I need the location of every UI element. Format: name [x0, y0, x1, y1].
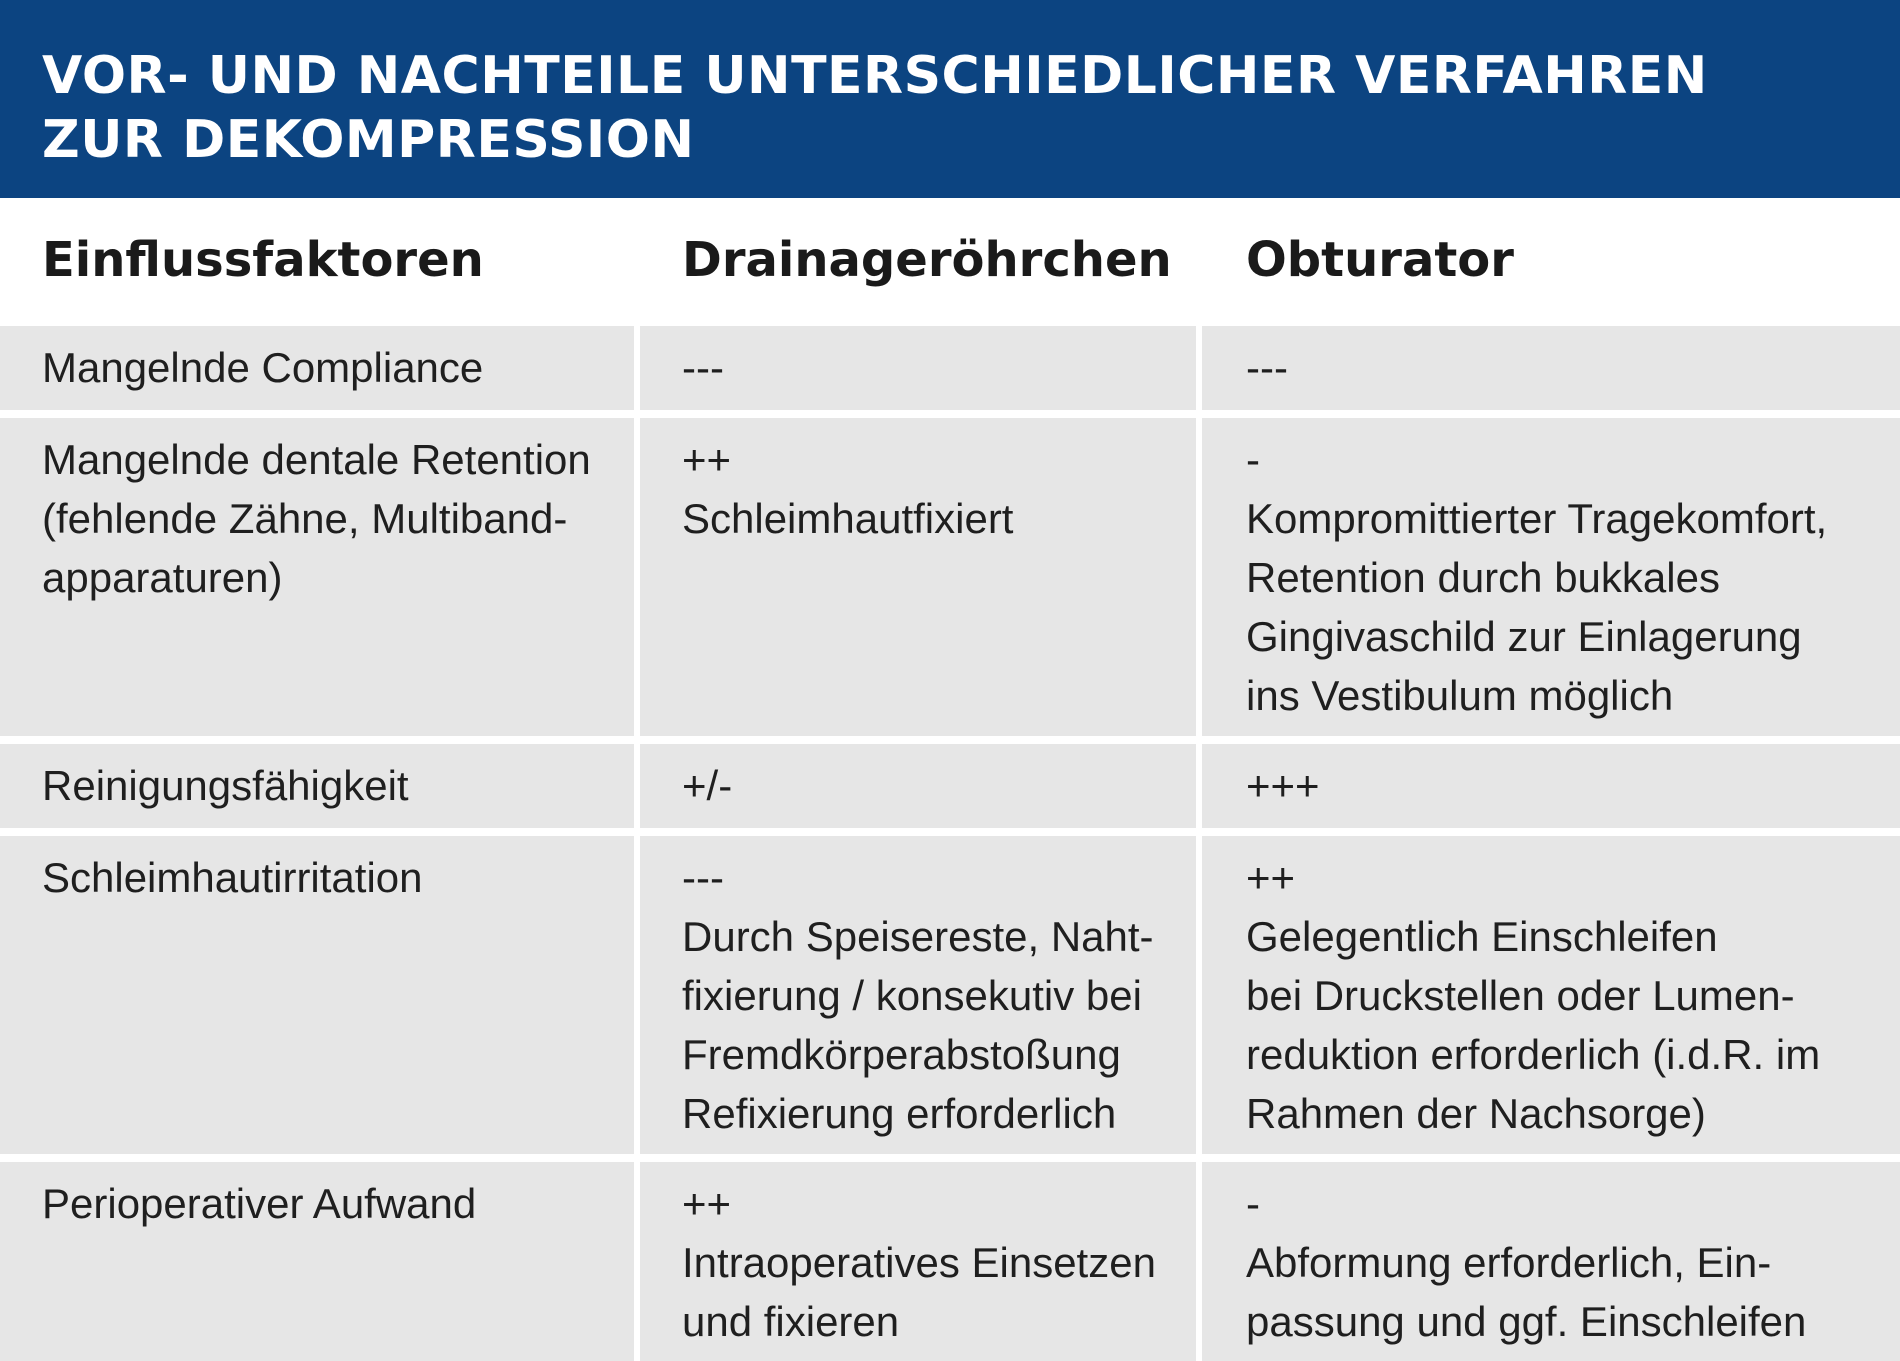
column-header-drainage: Drainageröhrchen: [682, 232, 1172, 288]
table-title: VOR- UND NACHTEILE UNTERSCHIEDLICHER VERFAHREN ZUR DEKOMPRESSION: [42, 46, 1708, 170]
column-header-obturator: Obturator: [1246, 232, 1514, 288]
column-divider: [634, 418, 640, 736]
factor-cell: Mangelnde dentale Retention (fehlende Zähne, Multiband- apparaturen): [42, 436, 591, 601]
table-row: [0, 418, 1900, 736]
column-divider: [634, 836, 640, 1154]
obturator-cell: +++: [1246, 762, 1320, 809]
table-title-banner: [0, 0, 1900, 198]
table-row: [0, 1162, 1900, 1361]
drainage-cell: ---: [682, 344, 724, 391]
factor-cell: Reinigungsfähigkeit: [42, 762, 409, 809]
table-row: [0, 326, 1900, 410]
drainage-cell: +/-: [682, 762, 733, 809]
column-divider: [1196, 836, 1202, 1154]
factor-cell: Schleimhautirritation: [42, 854, 423, 901]
column-divider: [634, 326, 640, 410]
table-row: [0, 744, 1900, 828]
column-divider: [1196, 418, 1202, 736]
column-divider: [1196, 326, 1202, 410]
obturator-cell: ++ Gelegentlich Einschleifen bei Druckstellen oder Lumen- reduktion erforderlich (i.d.R. im Rahmen der Nachsorge): [1246, 854, 1821, 1137]
drainage-cell: --- Durch Speisereste, Naht- fixierung / konsekutiv bei Fremdkörperabstoßung Refixierung erforderlich: [682, 854, 1154, 1137]
table-row: [0, 836, 1900, 1154]
column-divider: [634, 1162, 640, 1361]
obturator-cell: - Kompromittierter Tragekomfort, Retention durch bukkales Gingivaschild zur Einlagerung ins Vestibulum möglich: [1246, 436, 1828, 719]
factor-cell: Mangelnde Compliance: [42, 344, 484, 391]
obturator-cell: - Abformung erforderlich, Ein- passung und ggf. Einschleifen: [1246, 1180, 1807, 1345]
column-divider: [1196, 744, 1202, 828]
factor-cell: Perioperativer Aufwand: [42, 1180, 477, 1227]
drainage-cell: ++ Intraoperatives Einsetzen und fixieren: [682, 1180, 1156, 1345]
drainage-cell: ++ Schleimhautfixiert: [682, 436, 1014, 542]
column-header-factors: Einflussfaktoren: [42, 232, 484, 288]
column-divider: [1196, 1162, 1202, 1361]
obturator-cell: ---: [1246, 344, 1288, 391]
column-divider: [634, 744, 640, 828]
